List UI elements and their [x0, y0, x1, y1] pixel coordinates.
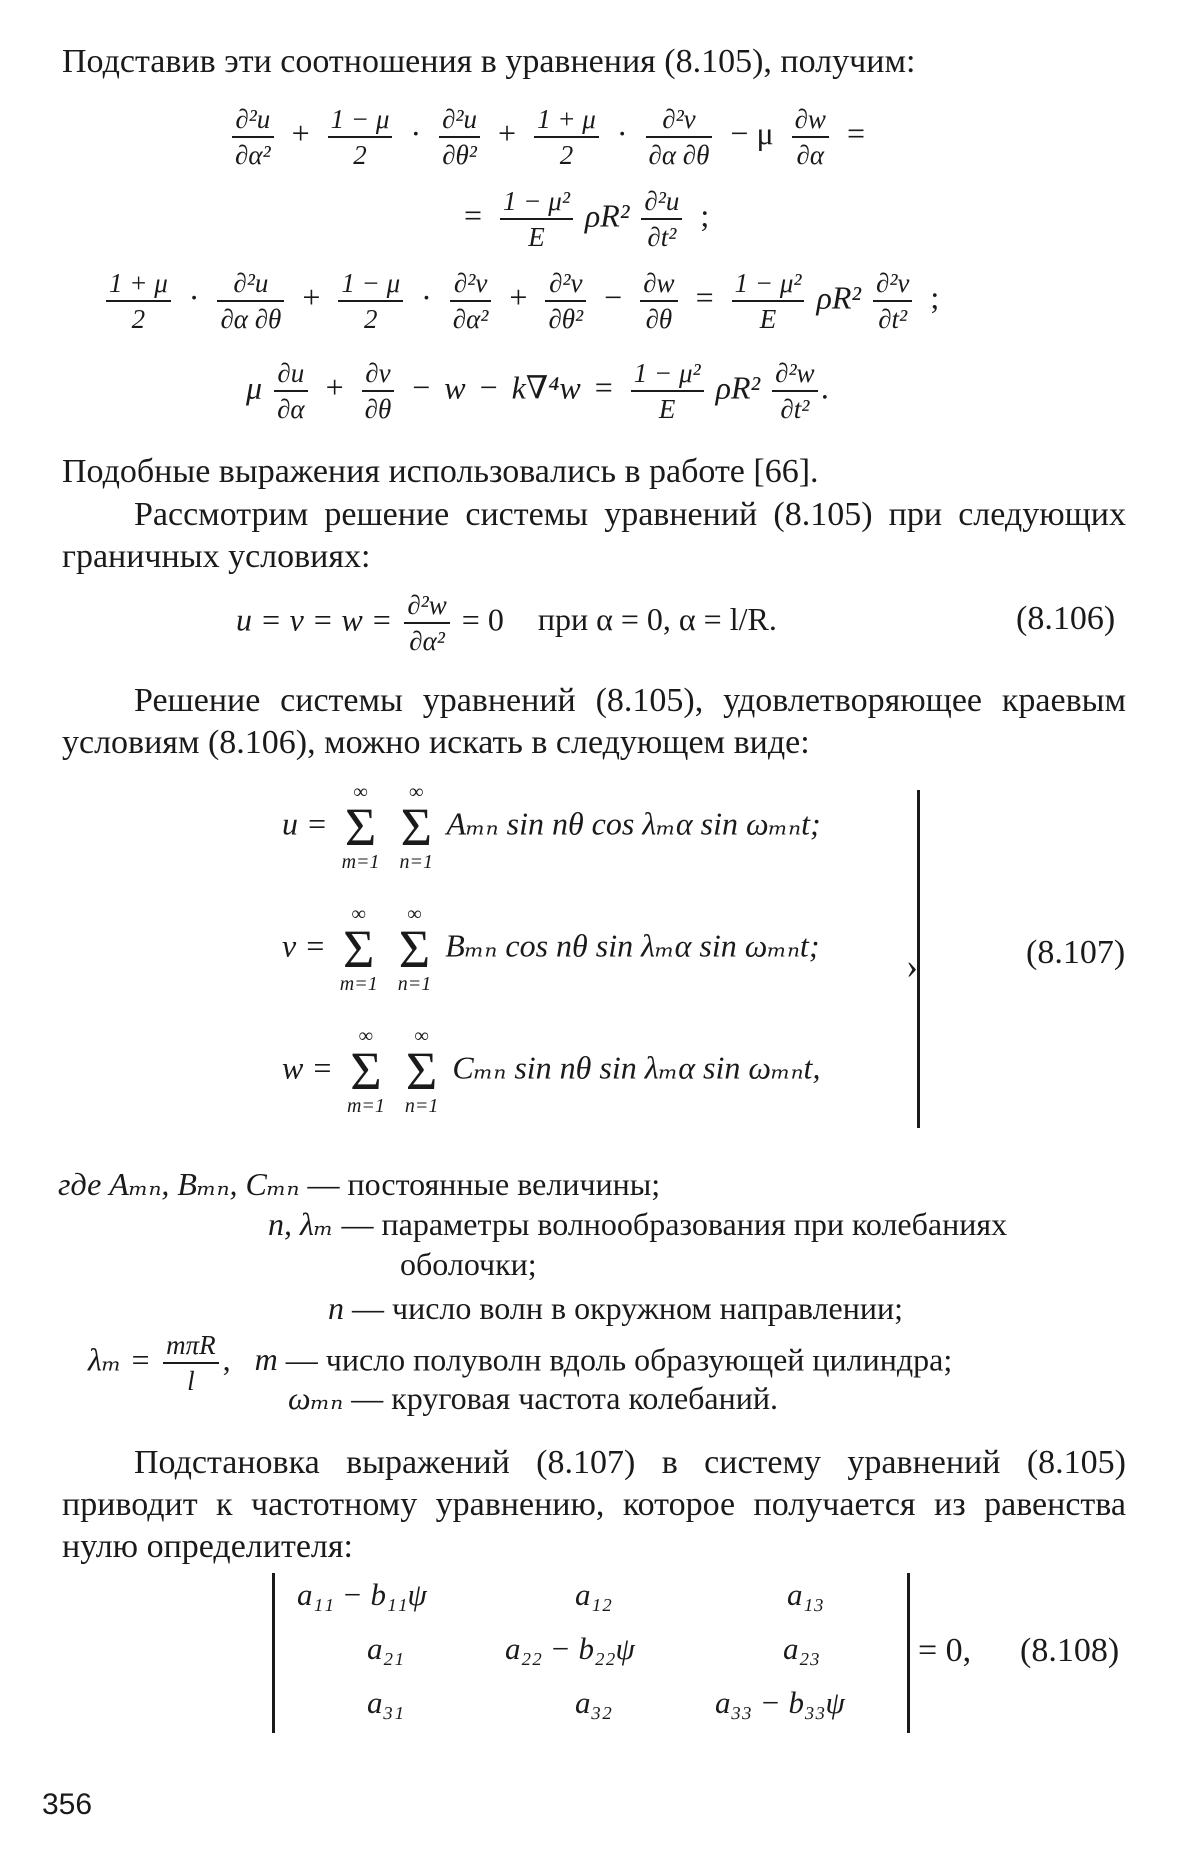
det-cell: a₂₃: [783, 1631, 821, 1666]
determinant-rhs: = 0,: [918, 1632, 972, 1669]
reference-text: Подобные выражения использовались в работе [66].: [62, 453, 819, 490]
def-line-5: ωₘₙ — круговая частота колебаний.: [288, 1380, 778, 1416]
det-cell: a₂₁: [367, 1631, 405, 1666]
brace-tip: ›: [906, 946, 918, 986]
equation-system-line-2: = $\frac{\text{1 − μ²}}{E}$ ρR² $\frac{\text{∂²u}}{\text{∂t²}}$ ;: [464, 186, 710, 252]
equation-system-line-4: μ $\frac{\partial u}{\partial\alpha}$ + $\frac{\partial v}{\partial\theta}$ − w − k∇⁴w = $\frac{\text{1 − μ²}}{E}$ ρR² $\frac{\text{∂²w}}{\text{∂t²}}$ .: [246, 358, 830, 424]
determinant-matrix: [272, 1573, 910, 1733]
det-cell: a₃₃ − b₃₃ψ: [715, 1685, 845, 1720]
equation-system-line-1: $\frac{\text{∂²u}}{\text{∂α²}}$ + $\frac{1 - \mu}{2}$ · $\frac{\text{∂²u}}{\text{∂θ²}}$ + $\frac{1 + \mu}{2}$ · $\frac{\text{∂²v}}{\partial\alpha \partial\theta}$ − μ $\frac{\partial w}{\partial\alpha}$ =: [228, 102, 871, 172]
intro-text: Подставив эти соотношения в уравнения (8.105), получим:: [62, 43, 916, 80]
det-cell: a₃₂: [575, 1685, 613, 1720]
substitution-paragraph: Подстановка выражений (8.107) в систему уравнений (8.105) приводит к частотному уравнению, которое получается из равенства нулю определителя:: [62, 1444, 1126, 1565]
def-line-2-cont: оболочки;: [400, 1246, 537, 1282]
def-line-2: n, λₘ — параметры волнообразования при колебаниях: [268, 1206, 1008, 1242]
det-cell: a₃₁: [367, 1685, 405, 1720]
equation-8-107-row-v: v = ∞ Σ m=1 ∞ Σ n=1 Bₘₙ cos nθ sin λₘα sin ωₘₙt;: [282, 903, 820, 995]
det-cell: a₁₂: [575, 1577, 613, 1612]
equation-number-8-107: (8.107): [1026, 934, 1126, 971]
def-line-1: где Aₘₙ, Bₘₙ, Cₘₙ — постоянные величины;: [58, 1166, 661, 1202]
det-cell: a₁₃: [787, 1577, 825, 1612]
def-line-4: λₘ = $\frac{\text{mπR}}{l}$ , m — число полуволн вдоль образующей цилиндра;: [88, 1330, 953, 1396]
equation-number-8-106: (8.106): [1016, 600, 1116, 637]
equation-system-line-3: $\frac{1 + \mu}{2}$ · $\frac{\text{∂²u}}{\partial\alpha \partial\theta}$ + $\frac{1 - \mu}{2}$ · $\frac{\text{∂²v}}{\text{∂α²}}$ + $\frac{\text{∂²v}}{\text{∂θ²}}$ − $\frac{\partial w}{\partial\theta}$ = $\frac{\text{1 − μ²}}{E}$ ρR² $\frac{\text{∂²v}}{\text{∂t²}}$ ;: [102, 266, 945, 336]
equation-8-107-row-u: u = ∞ Σ m=1 ∞ Σ n=1 Aₘₙ sin nθ cos λₘα sin ωₘₙt;: [282, 781, 821, 873]
equation-number-8-108: (8.108): [1020, 1632, 1120, 1669]
def-line-3: n — число волн в окружном направлении;: [328, 1290, 903, 1326]
det-cell: a₂₂ − b₂₂ψ: [505, 1631, 635, 1666]
page-number: 356: [42, 1788, 93, 1821]
boundary-paragraph: Рассмотрим решение системы уравнений (8.105) при следующих граничных условиях:: [62, 496, 1126, 575]
equation-8-106: u = v = w = $\frac{\text{∂²w}}{\text{∂α²}}$ = 0 при α = 0, α = l/R.: [236, 590, 777, 656]
equation-8-107-row-w: w = ∞ Σ m=1 ∞ Σ n=1 Cₘₙ sin nθ sin λₘα sin ωₘₙt,: [282, 1025, 821, 1117]
solution-paragraph: Решение системы уравнений (8.105), удовлетворяющее краевым условиям (8.106), можно искать в следующем виде:: [62, 682, 1126, 761]
det-cell: a₁₁ − b₁₁ψ: [297, 1577, 427, 1612]
